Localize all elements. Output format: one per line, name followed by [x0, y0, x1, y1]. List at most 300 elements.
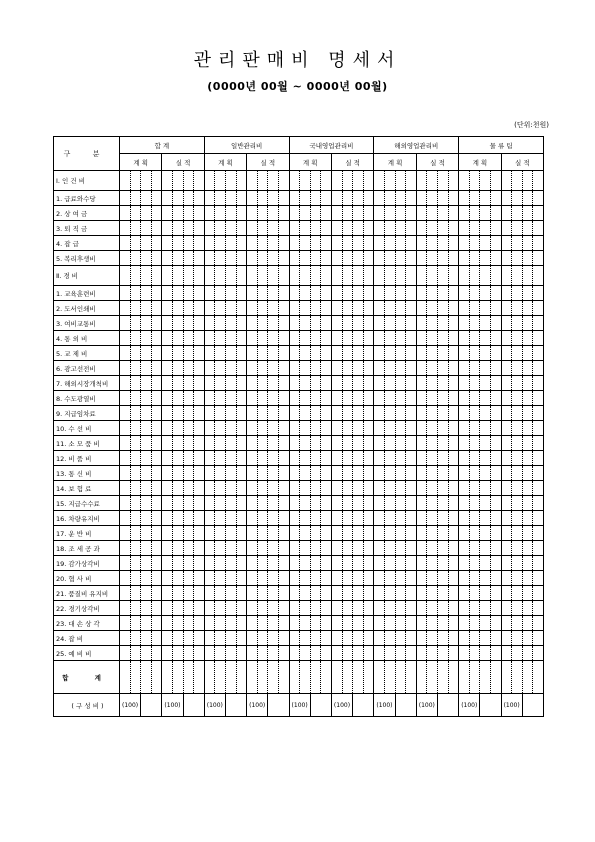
amount-cell[interactable]	[459, 331, 470, 346]
amount-cell[interactable]	[183, 346, 194, 361]
amount-cell[interactable]	[522, 206, 533, 221]
amount-cell[interactable]	[448, 481, 459, 496]
amount-cell[interactable]	[247, 511, 258, 526]
amount-cell[interactable]	[321, 496, 332, 511]
amount-cell[interactable]	[215, 466, 226, 481]
amount-cell[interactable]	[204, 361, 215, 376]
amount-cell[interactable]	[395, 436, 406, 451]
amount-cell[interactable]	[194, 571, 205, 586]
amount-cell[interactable]	[225, 496, 236, 511]
amount-cell[interactable]	[310, 436, 321, 451]
amount-cell[interactable]	[406, 191, 417, 206]
amount-cell[interactable]	[406, 346, 417, 361]
amount-cell[interactable]	[141, 376, 152, 391]
amount-cell[interactable]	[353, 481, 364, 496]
amount-cell[interactable]	[342, 556, 353, 571]
amount-cell[interactable]	[448, 661, 459, 694]
amount-cell[interactable]	[183, 601, 194, 616]
amount-cell[interactable]	[130, 236, 141, 251]
amount-cell[interactable]	[130, 496, 141, 511]
amount-cell[interactable]	[459, 221, 470, 236]
amount-cell[interactable]	[183, 236, 194, 251]
amount-cell[interactable]	[247, 191, 258, 206]
amount-cell[interactable]	[236, 376, 247, 391]
amount-cell[interactable]	[236, 571, 247, 586]
amount-cell[interactable]	[522, 496, 533, 511]
amount-cell[interactable]	[512, 171, 523, 191]
amount-cell[interactable]	[321, 251, 332, 266]
amount-cell[interactable]	[141, 646, 152, 661]
amount-cell[interactable]	[321, 286, 332, 301]
amount-cell[interactable]	[151, 466, 162, 481]
amount-cell[interactable]	[151, 601, 162, 616]
amount-cell[interactable]	[406, 301, 417, 316]
amount-cell[interactable]	[427, 451, 438, 466]
amount-cell[interactable]	[480, 301, 491, 316]
amount-cell[interactable]	[130, 601, 141, 616]
amount-cell[interactable]	[331, 421, 342, 436]
amount-cell[interactable]	[512, 301, 523, 316]
amount-cell[interactable]	[321, 556, 332, 571]
amount-cell[interactable]	[512, 601, 523, 616]
amount-cell[interactable]	[278, 646, 289, 661]
amount-cell[interactable]	[448, 316, 459, 331]
amount-cell[interactable]	[395, 301, 406, 316]
amount-cell[interactable]	[353, 191, 364, 206]
amount-cell[interactable]	[384, 586, 395, 601]
amount-cell[interactable]	[480, 586, 491, 601]
amount-cell[interactable]	[427, 251, 438, 266]
amount-cell[interactable]	[353, 631, 364, 646]
amount-cell[interactable]	[459, 481, 470, 496]
amount-cell[interactable]	[406, 406, 417, 421]
amount-cell[interactable]	[194, 331, 205, 346]
amount-cell[interactable]	[215, 301, 226, 316]
amount-cell[interactable]	[416, 571, 427, 586]
amount-cell[interactable]	[300, 571, 311, 586]
amount-cell[interactable]	[268, 266, 279, 286]
amount-cell[interactable]	[257, 541, 268, 556]
amount-cell[interactable]	[427, 266, 438, 286]
amount-cell[interactable]	[490, 266, 501, 286]
amount-cell[interactable]	[427, 406, 438, 421]
amount-cell[interactable]	[247, 556, 258, 571]
amount-cell[interactable]	[363, 616, 374, 631]
amount-cell[interactable]	[469, 236, 480, 251]
amount-cell[interactable]	[490, 316, 501, 331]
amount-cell[interactable]	[300, 601, 311, 616]
amount-cell[interactable]	[469, 586, 480, 601]
amount-cell[interactable]	[300, 586, 311, 601]
amount-cell[interactable]	[384, 451, 395, 466]
amount-cell[interactable]	[437, 646, 448, 661]
amount-cell[interactable]	[151, 481, 162, 496]
amount-cell[interactable]	[130, 301, 141, 316]
amount-cell[interactable]	[120, 221, 131, 236]
amount-cell[interactable]	[194, 191, 205, 206]
amount-cell[interactable]	[130, 481, 141, 496]
amount-cell[interactable]	[342, 346, 353, 361]
amount-cell[interactable]	[289, 526, 300, 541]
amount-cell[interactable]	[469, 631, 480, 646]
amount-cell[interactable]	[247, 646, 258, 661]
amount-cell[interactable]	[363, 331, 374, 346]
amount-cell[interactable]	[490, 331, 501, 346]
amount-cell[interactable]	[194, 436, 205, 451]
amount-cell[interactable]	[162, 316, 173, 331]
amount-cell[interactable]	[120, 331, 131, 346]
amount-cell[interactable]	[384, 251, 395, 266]
amount-cell[interactable]	[416, 511, 427, 526]
amount-cell[interactable]	[289, 266, 300, 286]
amount-cell[interactable]	[342, 571, 353, 586]
amount-cell[interactable]	[384, 266, 395, 286]
amount-cell[interactable]	[522, 661, 533, 694]
amount-cell[interactable]	[448, 331, 459, 346]
amount-cell[interactable]	[353, 406, 364, 421]
amount-cell[interactable]	[437, 171, 448, 191]
amount-cell[interactable]	[141, 601, 152, 616]
amount-cell[interactable]	[194, 376, 205, 391]
amount-cell[interactable]	[300, 251, 311, 266]
amount-cell[interactable]	[183, 511, 194, 526]
amount-cell[interactable]	[204, 331, 215, 346]
amount-cell[interactable]	[533, 331, 544, 346]
amount-cell[interactable]	[490, 631, 501, 646]
amount-cell[interactable]	[172, 331, 183, 346]
amount-cell[interactable]	[480, 556, 491, 571]
amount-cell[interactable]	[427, 361, 438, 376]
amount-cell[interactable]	[120, 251, 131, 266]
amount-cell[interactable]	[480, 331, 491, 346]
amount-cell[interactable]	[300, 301, 311, 316]
amount-cell[interactable]	[225, 266, 236, 286]
ratio-cell[interactable]	[437, 694, 458, 717]
amount-cell[interactable]	[395, 421, 406, 436]
amount-cell[interactable]	[141, 481, 152, 496]
amount-cell[interactable]	[236, 346, 247, 361]
amount-cell[interactable]	[533, 191, 544, 206]
amount-cell[interactable]	[363, 286, 374, 301]
amount-cell[interactable]	[310, 631, 321, 646]
amount-cell[interactable]	[183, 391, 194, 406]
amount-cell[interactable]	[437, 346, 448, 361]
amount-cell[interactable]	[120, 266, 131, 286]
amount-cell[interactable]	[406, 466, 417, 481]
amount-cell[interactable]	[480, 571, 491, 586]
amount-cell[interactable]	[257, 586, 268, 601]
amount-cell[interactable]	[257, 421, 268, 436]
amount-cell[interactable]	[141, 436, 152, 451]
amount-cell[interactable]	[310, 206, 321, 221]
amount-cell[interactable]	[522, 451, 533, 466]
amount-cell[interactable]	[225, 631, 236, 646]
ratio-cell[interactable]	[522, 694, 543, 717]
amount-cell[interactable]	[363, 586, 374, 601]
amount-cell[interactable]	[522, 646, 533, 661]
amount-cell[interactable]	[236, 631, 247, 646]
amount-cell[interactable]	[236, 466, 247, 481]
amount-cell[interactable]	[162, 601, 173, 616]
amount-cell[interactable]	[183, 266, 194, 286]
amount-cell[interactable]	[490, 511, 501, 526]
amount-cell[interactable]	[141, 631, 152, 646]
amount-cell[interactable]	[183, 286, 194, 301]
amount-cell[interactable]	[533, 631, 544, 646]
amount-cell[interactable]	[533, 376, 544, 391]
amount-cell[interactable]	[151, 646, 162, 661]
amount-cell[interactable]	[289, 601, 300, 616]
amount-cell[interactable]	[448, 616, 459, 631]
amount-cell[interactable]	[490, 406, 501, 421]
amount-cell[interactable]	[236, 391, 247, 406]
amount-cell[interactable]	[247, 251, 258, 266]
amount-cell[interactable]	[480, 191, 491, 206]
amount-cell[interactable]	[310, 646, 321, 661]
amount-cell[interactable]	[522, 526, 533, 541]
amount-cell[interactable]	[469, 511, 480, 526]
amount-cell[interactable]	[300, 541, 311, 556]
amount-cell[interactable]	[215, 526, 226, 541]
amount-cell[interactable]	[469, 316, 480, 331]
amount-cell[interactable]	[501, 601, 512, 616]
amount-cell[interactable]	[183, 616, 194, 631]
amount-cell[interactable]	[533, 251, 544, 266]
amount-cell[interactable]	[331, 511, 342, 526]
amount-cell[interactable]	[522, 436, 533, 451]
amount-cell[interactable]	[194, 421, 205, 436]
amount-cell[interactable]	[310, 221, 321, 236]
amount-cell[interactable]	[437, 586, 448, 601]
amount-cell[interactable]	[480, 436, 491, 451]
amount-cell[interactable]	[490, 466, 501, 481]
amount-cell[interactable]	[278, 331, 289, 346]
amount-cell[interactable]	[448, 266, 459, 286]
amount-cell[interactable]	[395, 556, 406, 571]
amount-cell[interactable]	[215, 361, 226, 376]
amount-cell[interactable]	[406, 421, 417, 436]
amount-cell[interactable]	[353, 661, 364, 694]
amount-cell[interactable]	[331, 206, 342, 221]
amount-cell[interactable]	[459, 251, 470, 266]
amount-cell[interactable]	[448, 301, 459, 316]
amount-cell[interactable]	[225, 436, 236, 451]
amount-cell[interactable]	[247, 541, 258, 556]
amount-cell[interactable]	[448, 451, 459, 466]
amount-cell[interactable]	[215, 541, 226, 556]
amount-cell[interactable]	[321, 266, 332, 286]
amount-cell[interactable]	[321, 221, 332, 236]
amount-cell[interactable]	[268, 526, 279, 541]
amount-cell[interactable]	[268, 221, 279, 236]
amount-cell[interactable]	[427, 616, 438, 631]
amount-cell[interactable]	[331, 346, 342, 361]
amount-cell[interactable]	[183, 451, 194, 466]
amount-cell[interactable]	[501, 286, 512, 301]
amount-cell[interactable]	[427, 436, 438, 451]
amount-cell[interactable]	[268, 376, 279, 391]
amount-cell[interactable]	[278, 301, 289, 316]
amount-cell[interactable]	[257, 571, 268, 586]
amount-cell[interactable]	[257, 481, 268, 496]
amount-cell[interactable]	[437, 616, 448, 631]
amount-cell[interactable]	[300, 496, 311, 511]
amount-cell[interactable]	[331, 171, 342, 191]
amount-cell[interactable]	[225, 541, 236, 556]
amount-cell[interactable]	[141, 511, 152, 526]
amount-cell[interactable]	[289, 646, 300, 661]
amount-cell[interactable]	[321, 206, 332, 221]
amount-cell[interactable]	[437, 496, 448, 511]
amount-cell[interactable]	[300, 391, 311, 406]
amount-cell[interactable]	[331, 301, 342, 316]
amount-cell[interactable]	[469, 251, 480, 266]
amount-cell[interactable]	[321, 571, 332, 586]
amount-cell[interactable]	[236, 361, 247, 376]
amount-cell[interactable]	[120, 496, 131, 511]
amount-cell[interactable]	[194, 481, 205, 496]
amount-cell[interactable]	[130, 436, 141, 451]
amount-cell[interactable]	[533, 316, 544, 331]
amount-cell[interactable]	[151, 316, 162, 331]
amount-cell[interactable]	[490, 616, 501, 631]
amount-cell[interactable]	[141, 541, 152, 556]
amount-cell[interactable]	[406, 496, 417, 511]
amount-cell[interactable]	[469, 171, 480, 191]
amount-cell[interactable]	[374, 421, 385, 436]
amount-cell[interactable]	[437, 571, 448, 586]
amount-cell[interactable]	[363, 526, 374, 541]
amount-cell[interactable]	[151, 511, 162, 526]
amount-cell[interactable]	[141, 391, 152, 406]
amount-cell[interactable]	[480, 171, 491, 191]
amount-cell[interactable]	[120, 646, 131, 661]
amount-cell[interactable]	[384, 571, 395, 586]
amount-cell[interactable]	[342, 361, 353, 376]
amount-cell[interactable]	[151, 451, 162, 466]
amount-cell[interactable]	[533, 346, 544, 361]
amount-cell[interactable]	[469, 191, 480, 206]
amount-cell[interactable]	[469, 481, 480, 496]
amount-cell[interactable]	[448, 586, 459, 601]
amount-cell[interactable]	[469, 421, 480, 436]
amount-cell[interactable]	[215, 631, 226, 646]
amount-cell[interactable]	[533, 526, 544, 541]
amount-cell[interactable]	[522, 361, 533, 376]
amount-cell[interactable]	[353, 346, 364, 361]
amount-cell[interactable]	[120, 556, 131, 571]
amount-cell[interactable]	[374, 511, 385, 526]
amount-cell[interactable]	[162, 646, 173, 661]
amount-cell[interactable]	[151, 526, 162, 541]
amount-cell[interactable]	[236, 511, 247, 526]
amount-cell[interactable]	[162, 481, 173, 496]
amount-cell[interactable]	[300, 466, 311, 481]
amount-cell[interactable]	[331, 391, 342, 406]
amount-cell[interactable]	[353, 436, 364, 451]
amount-cell[interactable]	[194, 286, 205, 301]
amount-cell[interactable]	[342, 661, 353, 694]
amount-cell[interactable]	[225, 346, 236, 361]
amount-cell[interactable]	[172, 316, 183, 331]
amount-cell[interactable]	[395, 661, 406, 694]
amount-cell[interactable]	[363, 511, 374, 526]
amount-cell[interactable]	[172, 361, 183, 376]
amount-cell[interactable]	[395, 451, 406, 466]
amount-cell[interactable]	[300, 631, 311, 646]
amount-cell[interactable]	[130, 251, 141, 266]
amount-cell[interactable]	[130, 541, 141, 556]
amount-cell[interactable]	[363, 301, 374, 316]
amount-cell[interactable]	[183, 221, 194, 236]
amount-cell[interactable]	[406, 661, 417, 694]
amount-cell[interactable]	[130, 586, 141, 601]
amount-cell[interactable]	[300, 451, 311, 466]
amount-cell[interactable]	[501, 526, 512, 541]
amount-cell[interactable]	[522, 601, 533, 616]
amount-cell[interactable]	[374, 406, 385, 421]
amount-cell[interactable]	[501, 206, 512, 221]
amount-cell[interactable]	[374, 451, 385, 466]
amount-cell[interactable]	[353, 466, 364, 481]
amount-cell[interactable]	[342, 391, 353, 406]
amount-cell[interactable]	[141, 221, 152, 236]
amount-cell[interactable]	[427, 421, 438, 436]
amount-cell[interactable]	[268, 601, 279, 616]
amount-cell[interactable]	[141, 331, 152, 346]
amount-cell[interactable]	[522, 301, 533, 316]
amount-cell[interactable]	[501, 496, 512, 511]
amount-cell[interactable]	[278, 206, 289, 221]
amount-cell[interactable]	[194, 541, 205, 556]
amount-cell[interactable]	[151, 631, 162, 646]
amount-cell[interactable]	[162, 206, 173, 221]
amount-cell[interactable]	[120, 661, 131, 694]
amount-cell[interactable]	[342, 266, 353, 286]
amount-cell[interactable]	[289, 361, 300, 376]
amount-cell[interactable]	[194, 316, 205, 331]
amount-cell[interactable]	[522, 316, 533, 331]
amount-cell[interactable]	[490, 481, 501, 496]
amount-cell[interactable]	[300, 331, 311, 346]
amount-cell[interactable]	[363, 496, 374, 511]
amount-cell[interactable]	[512, 316, 523, 331]
amount-cell[interactable]	[300, 661, 311, 694]
amount-cell[interactable]	[225, 511, 236, 526]
amount-cell[interactable]	[289, 631, 300, 646]
amount-cell[interactable]	[321, 171, 332, 191]
amount-cell[interactable]	[374, 361, 385, 376]
amount-cell[interactable]	[363, 646, 374, 661]
amount-cell[interactable]	[342, 646, 353, 661]
amount-cell[interactable]	[363, 466, 374, 481]
amount-cell[interactable]	[278, 221, 289, 236]
amount-cell[interactable]	[300, 646, 311, 661]
amount-cell[interactable]	[321, 331, 332, 346]
amount-cell[interactable]	[268, 251, 279, 266]
amount-cell[interactable]	[215, 451, 226, 466]
amount-cell[interactable]	[151, 496, 162, 511]
amount-cell[interactable]	[278, 661, 289, 694]
amount-cell[interactable]	[215, 346, 226, 361]
amount-cell[interactable]	[459, 466, 470, 481]
amount-cell[interactable]	[331, 616, 342, 631]
amount-cell[interactable]	[141, 451, 152, 466]
amount-cell[interactable]	[172, 236, 183, 251]
amount-cell[interactable]	[257, 391, 268, 406]
amount-cell[interactable]	[501, 376, 512, 391]
ratio-cell[interactable]	[310, 694, 331, 717]
